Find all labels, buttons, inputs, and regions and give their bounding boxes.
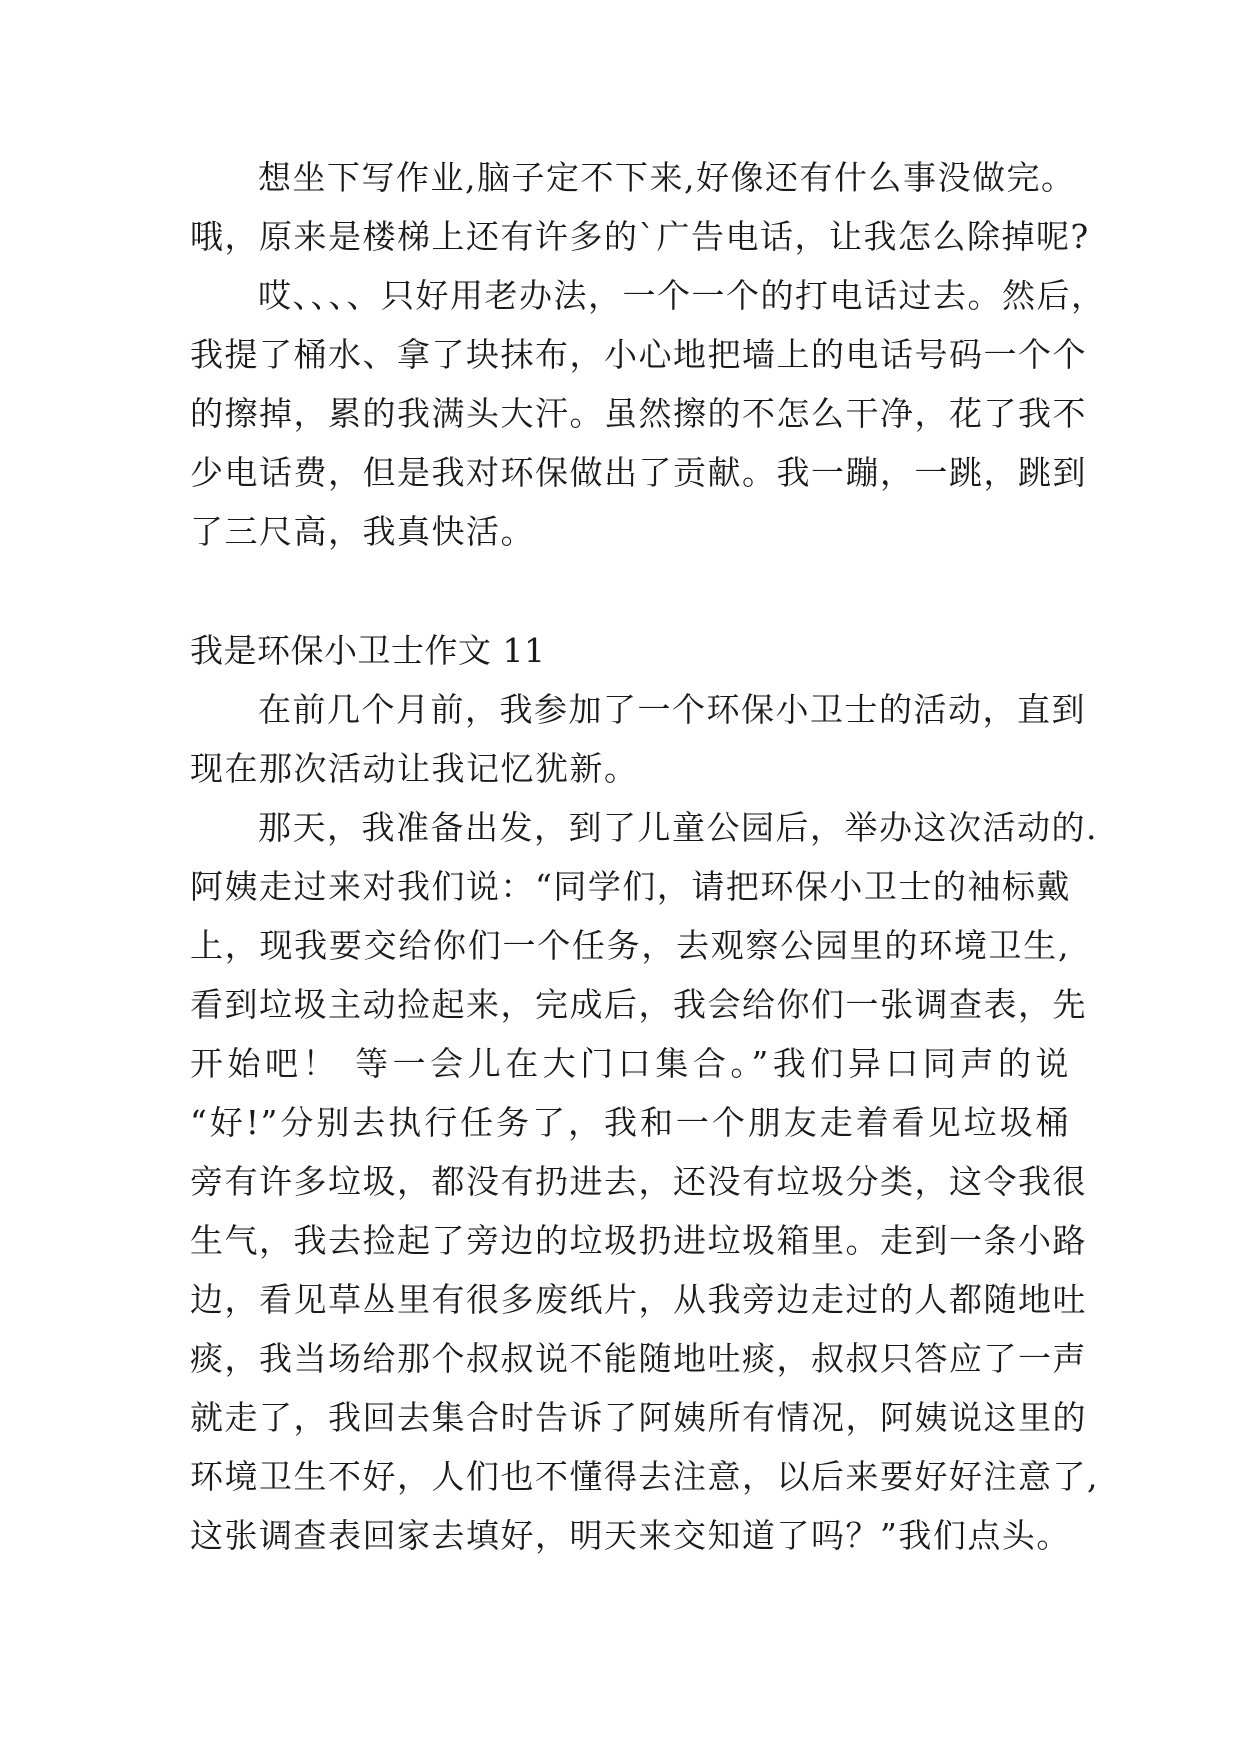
- text-line: 想坐下写作业,脑子定不下来,好像还有什么事没做完。: [258, 158, 1076, 197]
- text-line: 在前几个月前，我参加了一个环保小卫士的活动，直到: [258, 690, 1086, 729]
- text-line: 开始吧！ 等一会儿在大门口集合。”我们异口同声的说: [190, 1044, 1070, 1083]
- text-line: 阿姨走过来对我们说：“同学们，请把环保小卫士的袖标戴: [190, 867, 1071, 906]
- text-line: 痰，我当场给那个叔叔说不能随地吐痰，叔叔只答应了一声: [190, 1339, 1087, 1378]
- text-line: 看到垃圾主动捡起来，完成后，我会给你们一张调查表，先: [190, 985, 1087, 1024]
- text-line: 我提了桶水、拿了块抹布，小心地把墙上的电话号码一个个: [190, 335, 1087, 374]
- text-line: 那天，我准备出发，到了儿童公园后，举办这次活动的.: [258, 808, 1098, 847]
- text-line: 哎、、、、只好用老办法，一个一个的打电话过去。然后，: [258, 276, 1106, 315]
- text-line: 上，现我要交给你们一个任务，去观察公园里的环境卫生,: [190, 926, 1070, 965]
- text-line: 生气，我去捡起了旁边的垃圾扔进垃圾箱里。走到一条小路: [190, 1221, 1087, 1260]
- text-line: 少电话费，但是我对环保做出了贡献。我一蹦，一跳，跳到: [190, 453, 1087, 492]
- text-line: 了三尺高，我真快活。: [190, 512, 535, 551]
- text-line: 哦，原来是楼梯上还有许多的`广告电话，让我怎么除掉呢?: [190, 217, 1090, 256]
- text-line: 这张调查表回家去填好，明天来交知道了吗？”我们点头。: [190, 1516, 1071, 1555]
- section-heading: 我是环保小卫士作文 11: [190, 631, 546, 670]
- text-line: 现在那次活动让我记忆犹新。: [190, 749, 639, 788]
- text-line: 边，看见草丛里有很多废纸片，从我旁边走过的人都随地吐: [190, 1280, 1087, 1319]
- text-line: 旁有许多垃圾，都没有扔进去，还没有垃圾分类，这令我很: [190, 1162, 1087, 1201]
- text-line: 环境卫生不好，人们也不懂得去注意，以后来要好好注意了,: [190, 1457, 1099, 1496]
- text-line: 的擦掉，累的我满头大汗。虽然擦的不怎么干净，花了我不: [190, 394, 1087, 433]
- text-line: “好!”分别去执行任务了，我和一个朋友走着看见垃圾桶: [190, 1103, 1070, 1142]
- text-line: 就走了，我回去集合时告诉了阿姨所有情况，阿姨说这里的: [190, 1398, 1087, 1437]
